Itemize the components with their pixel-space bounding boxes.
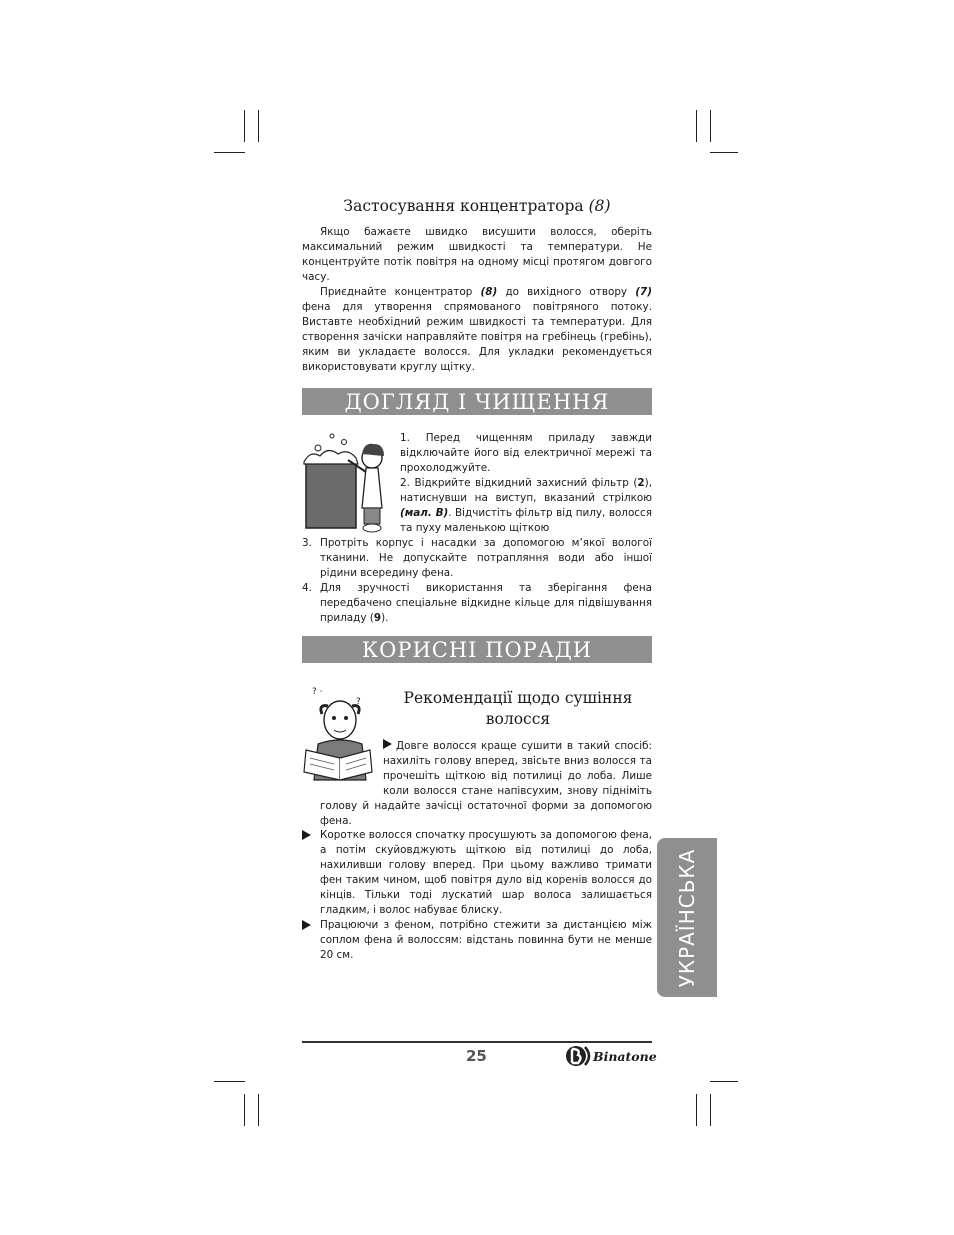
list-item: 4. Для зручності використання та зберігання фена передбачено спеціальне відкидне кільце для підвішування приладу (9). xyxy=(302,582,652,624)
binatone-logo-icon xyxy=(565,1044,591,1068)
bullet-arrow-icon xyxy=(302,830,311,840)
concentrator-text xyxy=(302,225,652,375)
paragraph: Якщо бажаєте швидко висушити волосся, оберіть максимальний режим швидкості та температури. Не концентруйте потік повітря на одному місці протягом довгого часу. xyxy=(302,226,652,283)
section-title-concentrator: Застосування концентратора (8) xyxy=(343,197,611,215)
care-item-1: 1. Перед чищенням приладу завжди відключайте його від електричної мережі та прохолоджуйте. xyxy=(400,432,652,474)
section-banner-tips: КОРИСНІ ПОРАДИ xyxy=(302,636,652,663)
page-number: 25 xyxy=(466,1047,487,1065)
tip-item: Довге волосся краще сушити в такий спосіб: нахиліть голову вперед, звісьте вниз волосся та прочешіть щіткою від потилиці до лоба. Лише коли волосся стане напівсухим, знову підніміть голову й надайте зачісці остаточної форми за допомогою фена. xyxy=(320,740,652,827)
care-item-2: 2. Відкрийте відкидний захисний фільтр (2), натиснувши на виступ, вказаний стрілкою (мал. В). Відчистіть фільтр від пилу, волосся та пуху маленькою щіткою xyxy=(400,477,652,534)
list-item: Коротке волосся спочатку просушують за допомогою фена, а потім скуйовджують щіткою від потилиці до лоба, нахиливши голову вперед. При цьому важливо тримати фен таким чином, щоб повітря дуло від коренів волосся до кінців. Тільки тоді лускатий шар волоса залишається гладким, і волос набуває блиску. xyxy=(302,828,652,918)
bullet-arrow-icon xyxy=(302,920,311,930)
language-side-tab: УКРАЇНСЬКА xyxy=(657,838,717,997)
paragraph: Приєднайте концентратор (8) до вихідного отвору (7) фена для утворення спрямованого повітряного потоку. Виставте необхідний режим швидкості та температури. Для створення зачіски направляйте повітря на гребінець (гребінь), яким ви укладаєте волосся. Для укладки рекомендується використовувати круглу щітку. xyxy=(302,286,652,373)
list-item: Працюючи з феном, потрібно стежити за дистанцією між соплом фена й волоссям: відстань повинна бути не менше 20 см. xyxy=(302,918,652,963)
footer-divider xyxy=(302,1041,652,1043)
list-item: 3. Протріть корпус і насадки за допомогою м’якої вологої тканини. Не допускайте потрапляння води або іншої рідини всередину фена. xyxy=(302,537,652,579)
care-list xyxy=(302,536,652,626)
svg-text:?: ? xyxy=(356,697,361,707)
tips-subtitle: Рекомендації щодо сушіння волосся xyxy=(403,689,633,728)
cleaning-illustration xyxy=(298,428,394,534)
bullet-arrow-icon xyxy=(383,739,392,749)
brand-logo: Binatone xyxy=(565,1044,657,1068)
section-banner-care: ДОГЛЯД І ЧИЩЕННЯ xyxy=(302,388,652,415)
svg-text:? ·: ? · xyxy=(312,687,323,697)
tips-list xyxy=(302,828,652,963)
